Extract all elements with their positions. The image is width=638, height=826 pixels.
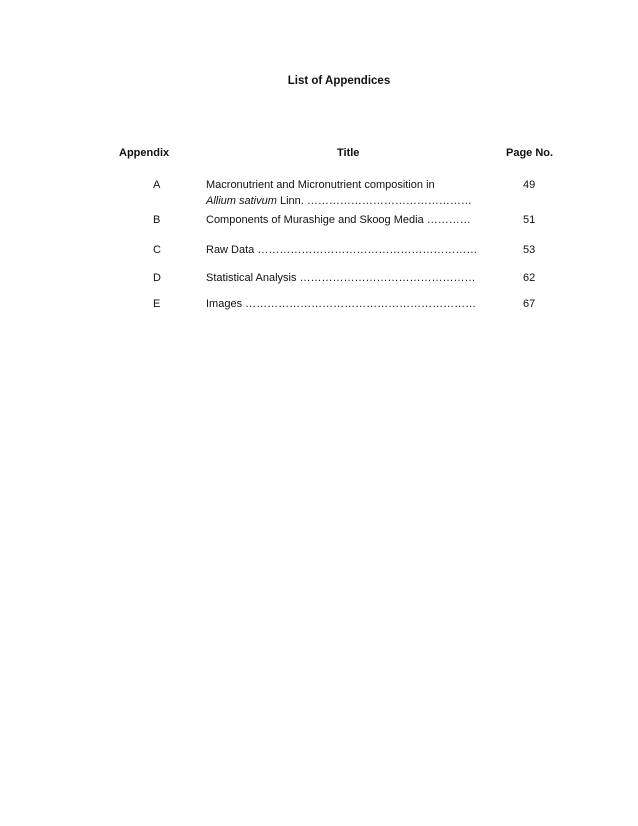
appendix-page-number: 53 <box>523 244 536 256</box>
page-title: List of Appendices <box>287 75 391 87</box>
species-name: Allium sativum <box>206 195 277 207</box>
appendix-letter: D <box>153 272 161 284</box>
appendix-title: Statistical Analysis ………………………………………… <box>206 272 476 284</box>
appendix-title-line <box>206 193 496 209</box>
appendix-title-rest: Linn. ……………………………………… <box>276 195 472 207</box>
appendix-title <box>206 177 496 209</box>
appendix-letter: A <box>153 179 161 191</box>
appendix-title: Components of Murashige and Skoog Media ………… <box>206 214 471 226</box>
appendix-letter: B <box>153 214 161 226</box>
appendix-page-number: 62 <box>523 272 536 284</box>
appendix-title: Raw Data …………………………………………………… <box>206 244 478 256</box>
appendix-page-number: 67 <box>523 298 536 310</box>
column-header-page-no: Page No. <box>506 147 554 159</box>
appendix-title: Images ……………………………………………………… <box>206 298 477 310</box>
column-header-appendix: Appendix <box>119 147 170 159</box>
column-header-title: Title <box>337 147 360 159</box>
appendix-page-number: 51 <box>523 214 536 226</box>
appendix-page-number: 49 <box>523 179 536 191</box>
appendix-title-line: Macronutrient and Micronutrient composition in <box>206 179 435 191</box>
appendix-letter: E <box>153 298 161 310</box>
appendix-letter: C <box>153 244 161 256</box>
